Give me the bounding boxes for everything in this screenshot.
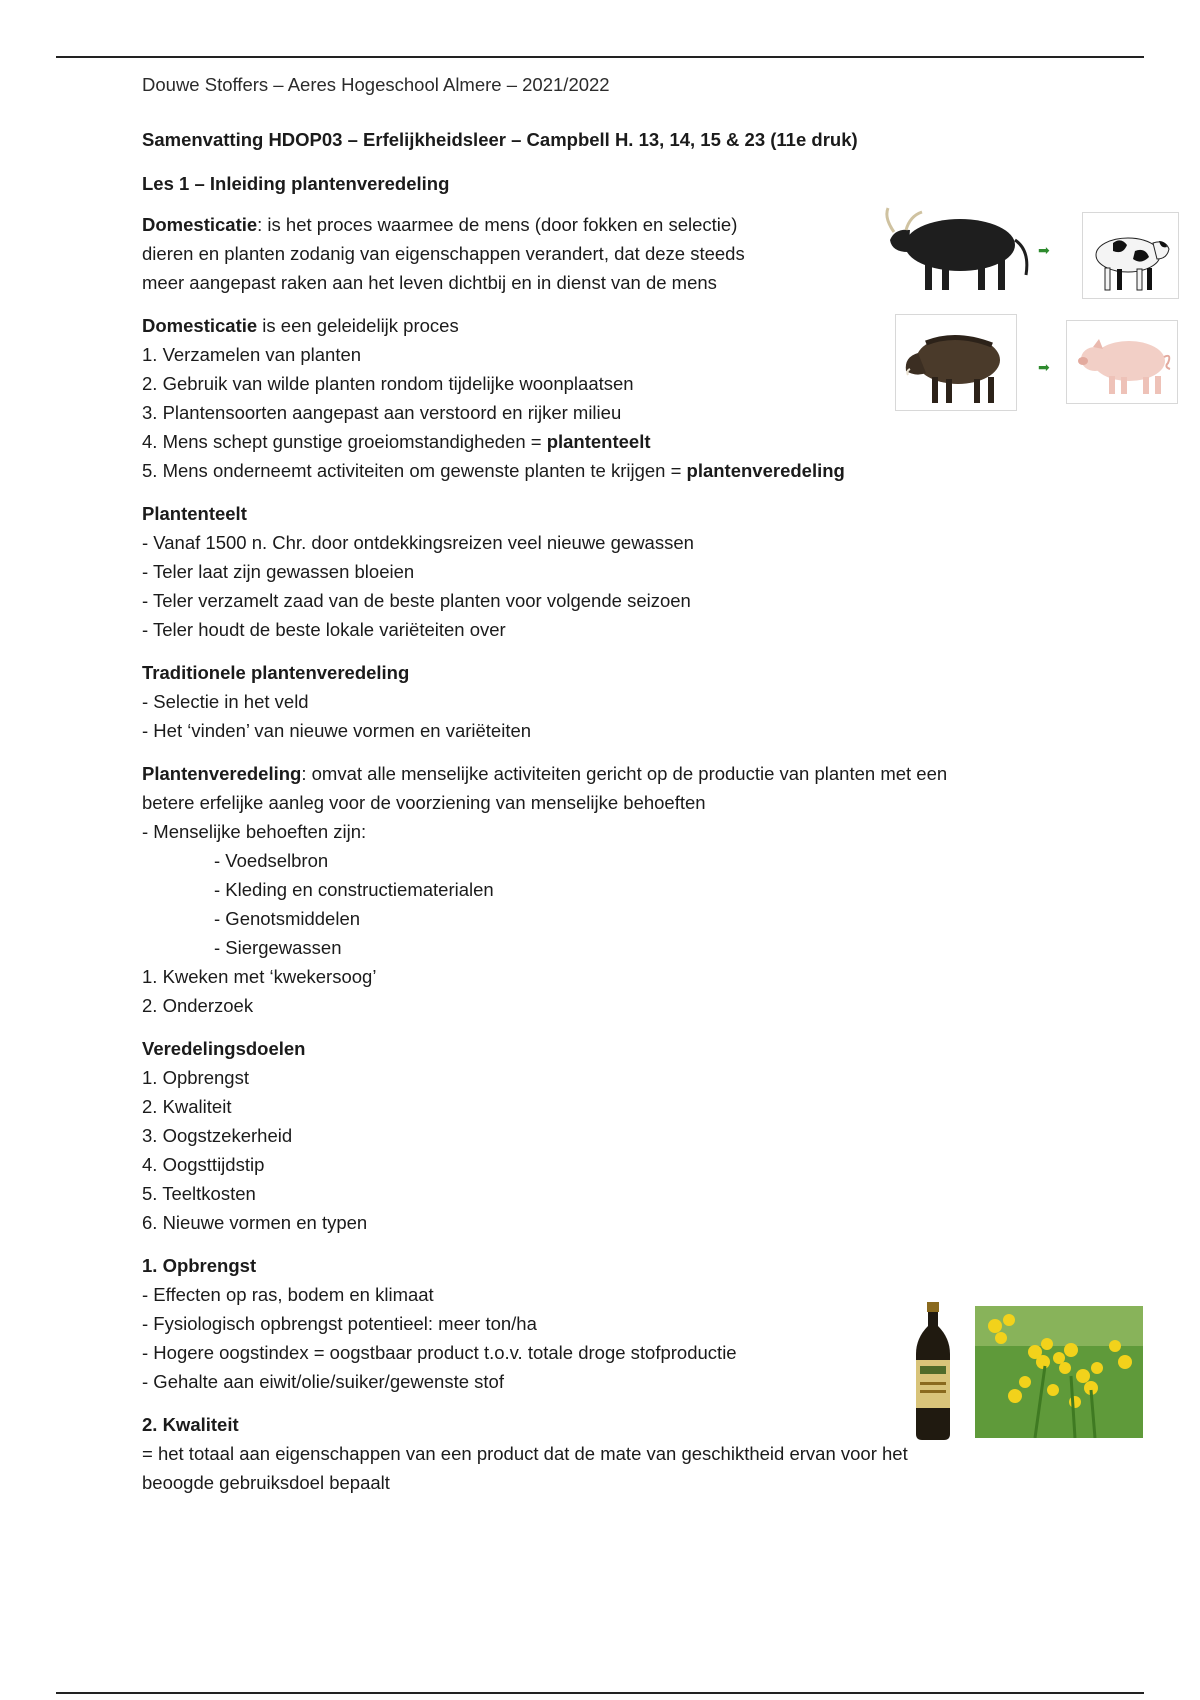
rapeseed-flower-image [975,1306,1143,1438]
list-item: - Het ‘vinden’ van nieuwe vormen en variëteiten [142,720,532,741]
domesticatie-definition: Domesticatie: is het proces waarmee de mens (door fokken en selectie) [142,214,738,235]
list-item: 2. Gebruik van wilde planten rondom tijdelijke woonplaatsen [142,373,634,394]
list-item: - Menselijke behoeften zijn: [142,821,367,842]
section-title: Veredelingsdoelen [142,1038,306,1059]
plantenveredeling-section [142,759,1062,1020]
list-item: 2. Kwaliteit [142,1096,232,1117]
list-item: - Fysiologisch opbrengst potentieel: meer ton/ha [142,1313,537,1334]
plantenteelt-section [142,499,1062,644]
cow-image [1082,212,1179,299]
list-item: 5. Mens onderneemt activiteiten om gewenste planten te krijgen = plantenveredeling [142,460,845,481]
list-item: - Gehalte aan eiwit/olie/suiker/gewenste stof [142,1371,504,1392]
veredelingsdoelen-section [142,1034,1062,1237]
arrow-right-icon: ➡ [1038,359,1050,375]
section-title: Traditionele plantenveredeling [142,662,410,683]
definition-line: meer aangepast raken aan het leven dichtbij en in dienst van de mens [142,272,717,293]
definition-line: beoogde gebruiksdoel bepaalt [142,1472,390,1493]
definition-line: = het totaal aan eigenschappen van een product dat de mate van geschiktheid ervan voor het [142,1443,908,1464]
list-item: 3. Oogstzekerheid [142,1125,293,1146]
bottom-rule [56,1692,1144,1694]
list-item: - Genotsmiddelen [214,908,361,929]
page-header: Douwe Stoffers – Aeres Hogeschool Almere – 2021/2022 [142,74,610,95]
traditionele-section [142,658,1062,745]
section-title: 2. Kwaliteit [142,1414,239,1435]
plantenveredeling-definition: Plantenveredeling: omvat alle menselijke activiteiten gericht op de productie van planten met een [142,763,948,784]
top-rule [56,56,1144,58]
list-item: - Teler verzamelt zaad van de beste planten voor volgende seizoen [142,590,691,611]
term: Domesticatie [142,214,258,235]
list-item: 1. Opbrengst [142,1067,249,1088]
aurochs-image [870,190,1045,300]
definition-line: betere erfelijke aanleg voor de voorziening van menselijke behoeften [142,792,706,813]
list-item: 6. Nieuwe vormen en typen [142,1212,368,1233]
oil-bottle-image [910,1302,956,1442]
list-item: - Teler laat zijn gewassen bloeien [142,561,415,582]
document-title: Samenvatting HDOP03 – Erfelijkheidsleer – Campbell H. 13, 14, 15 & 23 (11e druk) [142,129,858,150]
lesson-title: Les 1 – Inleiding plantenveredeling [142,173,450,194]
list-item: - Siergewassen [214,937,342,958]
list-item: 4. Mens schept gunstige groeiomstandigheden = plantenteelt [142,431,651,452]
list-item: 1. Kweken met ‘kwekersoog’ [142,966,377,987]
list-item: - Voedselbron [214,850,329,871]
domesticatie-proces-heading: Domesticatie is een geleidelijk proces [142,315,459,336]
list-item: - Effecten op ras, bodem en klimaat [142,1284,434,1305]
definition-line: dieren en planten zodanig van eigenschappen verandert, dat deze steeds [142,243,745,264]
list-item: 5. Teeltkosten [142,1183,256,1204]
section-title: 1. Opbrengst [142,1255,257,1276]
list-item: - Selectie in het veld [142,691,309,712]
list-item: - Hogere oogstindex = oogstbaar product t.o.v. totale droge stofproductie [142,1342,737,1363]
list-item: - Vanaf 1500 n. Chr. door ontdekkingsreizen veel nieuwe gewassen [142,532,694,553]
list-item: 4. Oogsttijdstip [142,1154,265,1175]
list-item: - Teler houdt de beste lokale variëteiten over [142,619,506,640]
wild-boar-image [895,314,1017,411]
list-item: 2. Onderzoek [142,995,254,1016]
list-item: - Kleding en constructiematerialen [214,879,494,900]
section-title: Plantenteelt [142,503,247,524]
list-item: 1. Verzamelen van planten [142,344,362,365]
list-item: 3. Plantensoorten aangepast aan verstoord en rijker milieu [142,402,622,423]
pig-image [1066,320,1178,404]
arrow-right-icon: ➡ [1038,242,1050,258]
